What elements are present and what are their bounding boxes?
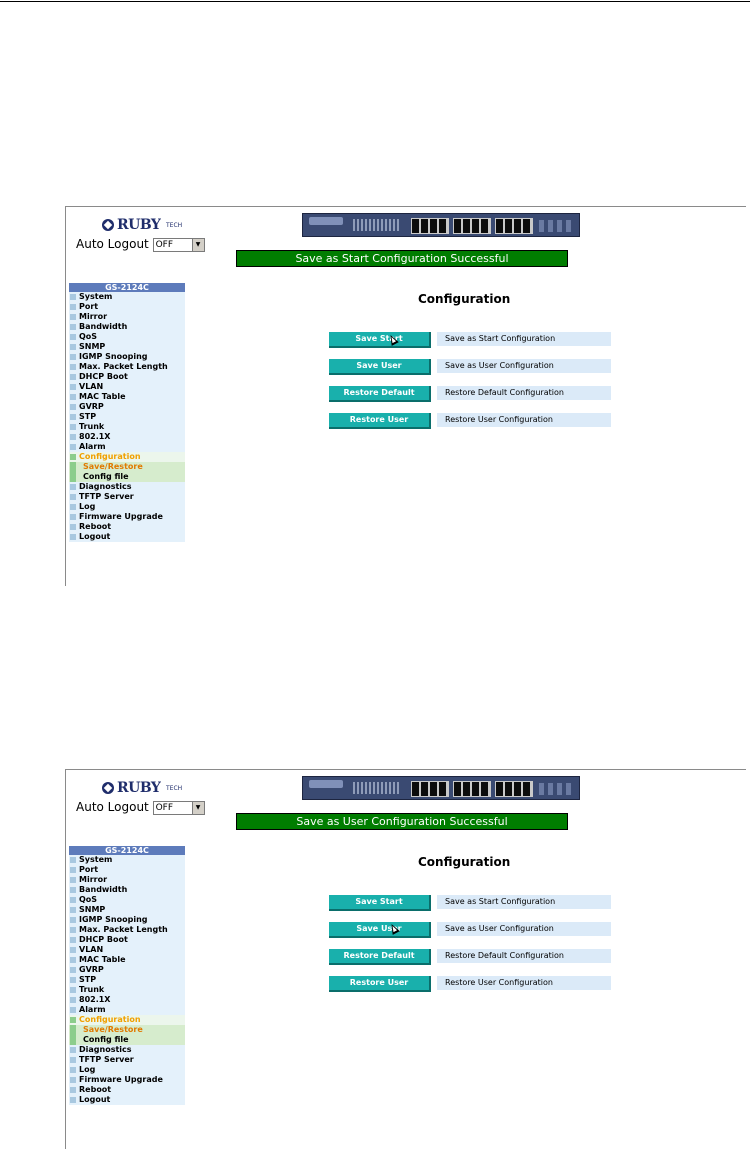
sidebar-item-vlan[interactable]: VLAN [69,945,185,955]
sidebar-item-mac-table[interactable]: MAC Table [69,955,185,965]
save-start-description: Save as Start Configuration [437,332,611,346]
restore-default-button[interactable]: Restore Default [329,386,431,402]
status-message: Save as Start Configuration Successful [236,250,568,267]
sidebar-item-system[interactable]: System [69,292,185,302]
page-title: Configuration [418,292,511,306]
sidebar-item-dhcp-boot[interactable]: DHCP Boot [69,372,185,382]
sidebar-item-reboot[interactable]: Reboot [69,1085,185,1095]
sidebar-subitem-config-file[interactable]: Config file [69,1035,185,1045]
sidebar-item-8021x[interactable]: 802.1X [69,995,185,1005]
auto-logout [76,800,205,815]
port-group [495,781,533,797]
auto-logout [76,237,205,252]
chevron-down-icon[interactable]: ▼ [192,802,204,814]
sidebar-item-mirror[interactable]: Mirror [69,875,185,885]
sidebar-item-mac-table[interactable]: MAC Table [69,392,185,402]
page-top-rule [0,1,750,2]
sidebar-menu [69,283,185,542]
save-user-button[interactable]: Save User [329,359,431,375]
restore-user-button[interactable]: Restore User [329,413,431,429]
config-row [329,359,611,373]
sidebar-item-snmp[interactable]: SNMP [69,342,185,352]
status-message: Save as User Configuration Successful [236,813,568,830]
sidebar-item-stp[interactable]: STP [69,975,185,985]
port-group [453,218,491,234]
save-user-description: Save as User Configuration [437,922,611,936]
sidebar-item-firmware-upgrade[interactable]: Firmware Upgrade [69,1075,185,1085]
port-group [411,781,449,797]
config-row [329,332,611,346]
sidebar-item-max-packet-length[interactable]: Max. Packet Length [69,362,185,372]
sidebar-item-stp[interactable]: STP [69,412,185,422]
sidebar-item-trunk[interactable]: Trunk [69,985,185,995]
config-row [329,976,611,990]
restore-default-button[interactable]: Restore Default [329,949,431,965]
auto-logout-select[interactable]: OFF ▼ [153,801,205,815]
sidebar-item-mirror[interactable]: Mirror [69,312,185,322]
config-row [329,949,611,963]
restore-user-description: Restore User Configuration [437,413,611,427]
auto-logout-label: Auto Logout [76,800,149,814]
sidebar-menu [69,846,185,1105]
sidebar-item-port[interactable]: Port [69,865,185,875]
config-row [329,413,611,427]
sidebar-item-alarm[interactable]: Alarm [69,442,185,452]
save-start-button[interactable]: Save Start [329,895,431,911]
sidebar-item-configuration[interactable]: Configuration [69,1015,185,1025]
port-group [453,781,491,797]
sidebar-header: GS-2124C [69,846,185,855]
sidebar-item-tftp-server[interactable]: TFTP Server [69,1055,185,1065]
restore-default-description: Restore Default Configuration [437,386,611,400]
switch-front-panel-image [302,213,580,237]
sidebar-item-max-packet-length[interactable]: Max. Packet Length [69,925,185,935]
sidebar-subitem-config-file[interactable]: Config file [69,472,185,482]
sidebar-item-alarm[interactable]: Alarm [69,1005,185,1015]
sidebar-item-snmp[interactable]: SNMP [69,905,185,915]
sidebar-item-qos[interactable]: QoS [69,895,185,905]
sidebar-item-port[interactable]: Port [69,302,185,312]
config-row [329,386,611,400]
sidebar-item-tftp-server[interactable]: TFTP Server [69,492,185,502]
sidebar-item-bandwidth[interactable]: Bandwidth [69,322,185,332]
sidebar-item-trunk[interactable]: Trunk [69,422,185,432]
sidebar-header: GS-2124C [69,283,185,292]
sidebar-item-igmp-snooping[interactable]: IGMP Snooping [69,915,185,925]
page-title: Configuration [418,855,511,869]
sidebar-item-igmp-snooping[interactable]: IGMP Snooping [69,352,185,362]
switch-front-panel-image [302,776,580,800]
sidebar-item-system[interactable]: System [69,855,185,865]
sidebar-item-gvrp[interactable]: GVRP [69,965,185,975]
sidebar-item-log[interactable]: Log [69,1065,185,1075]
config-row [329,922,611,936]
restore-user-button[interactable]: Restore User [329,976,431,992]
sidebar-item-diagnostics[interactable]: Diagnostics [69,482,185,492]
auto-logout-label: Auto Logout [76,237,149,251]
save-user-description: Save as User Configuration [437,359,611,373]
port-group [495,218,533,234]
switch-web-ui-panel-2 [65,769,746,1149]
config-row [329,895,611,909]
rubytech-logo: RUBY TECH [102,780,172,796]
save-start-button[interactable]: Save Start [329,332,431,348]
sidebar-item-diagnostics[interactable]: Diagnostics [69,1045,185,1055]
sidebar-item-logout[interactable]: Logout [69,1095,185,1105]
sidebar-item-qos[interactable]: QoS [69,332,185,342]
sidebar-item-firmware-upgrade[interactable]: Firmware Upgrade [69,512,185,522]
sidebar-subitem-save-restore[interactable]: Save/Restore [69,1025,185,1035]
save-user-button[interactable]: Save User [329,922,431,938]
sidebar-item-log[interactable]: Log [69,502,185,512]
port-group [411,218,449,234]
auto-logout-select[interactable]: OFF ▼ [153,238,205,252]
sidebar-item-configuration[interactable]: Configuration [69,452,185,462]
sidebar-item-vlan[interactable]: VLAN [69,382,185,392]
sidebar-item-reboot[interactable]: Reboot [69,522,185,532]
logo-icon [102,782,114,794]
restore-default-description: Restore Default Configuration [437,949,611,963]
restore-user-description: Restore User Configuration [437,976,611,990]
rubytech-logo: RUBY TECH [102,217,172,233]
sidebar-item-logout[interactable]: Logout [69,532,185,542]
sidebar-item-gvrp[interactable]: GVRP [69,402,185,412]
logo-icon [102,219,114,231]
sidebar-item-bandwidth[interactable]: Bandwidth [69,885,185,895]
sidebar-item-8021x[interactable]: 802.1X [69,432,185,442]
save-start-description: Save as Start Configuration [437,895,611,909]
switch-web-ui-panel-1 [65,206,746,586]
chevron-down-icon[interactable]: ▼ [192,239,204,251]
sidebar-item-dhcp-boot[interactable]: DHCP Boot [69,935,185,945]
sidebar-subitem-save-restore[interactable]: Save/Restore [69,462,185,472]
